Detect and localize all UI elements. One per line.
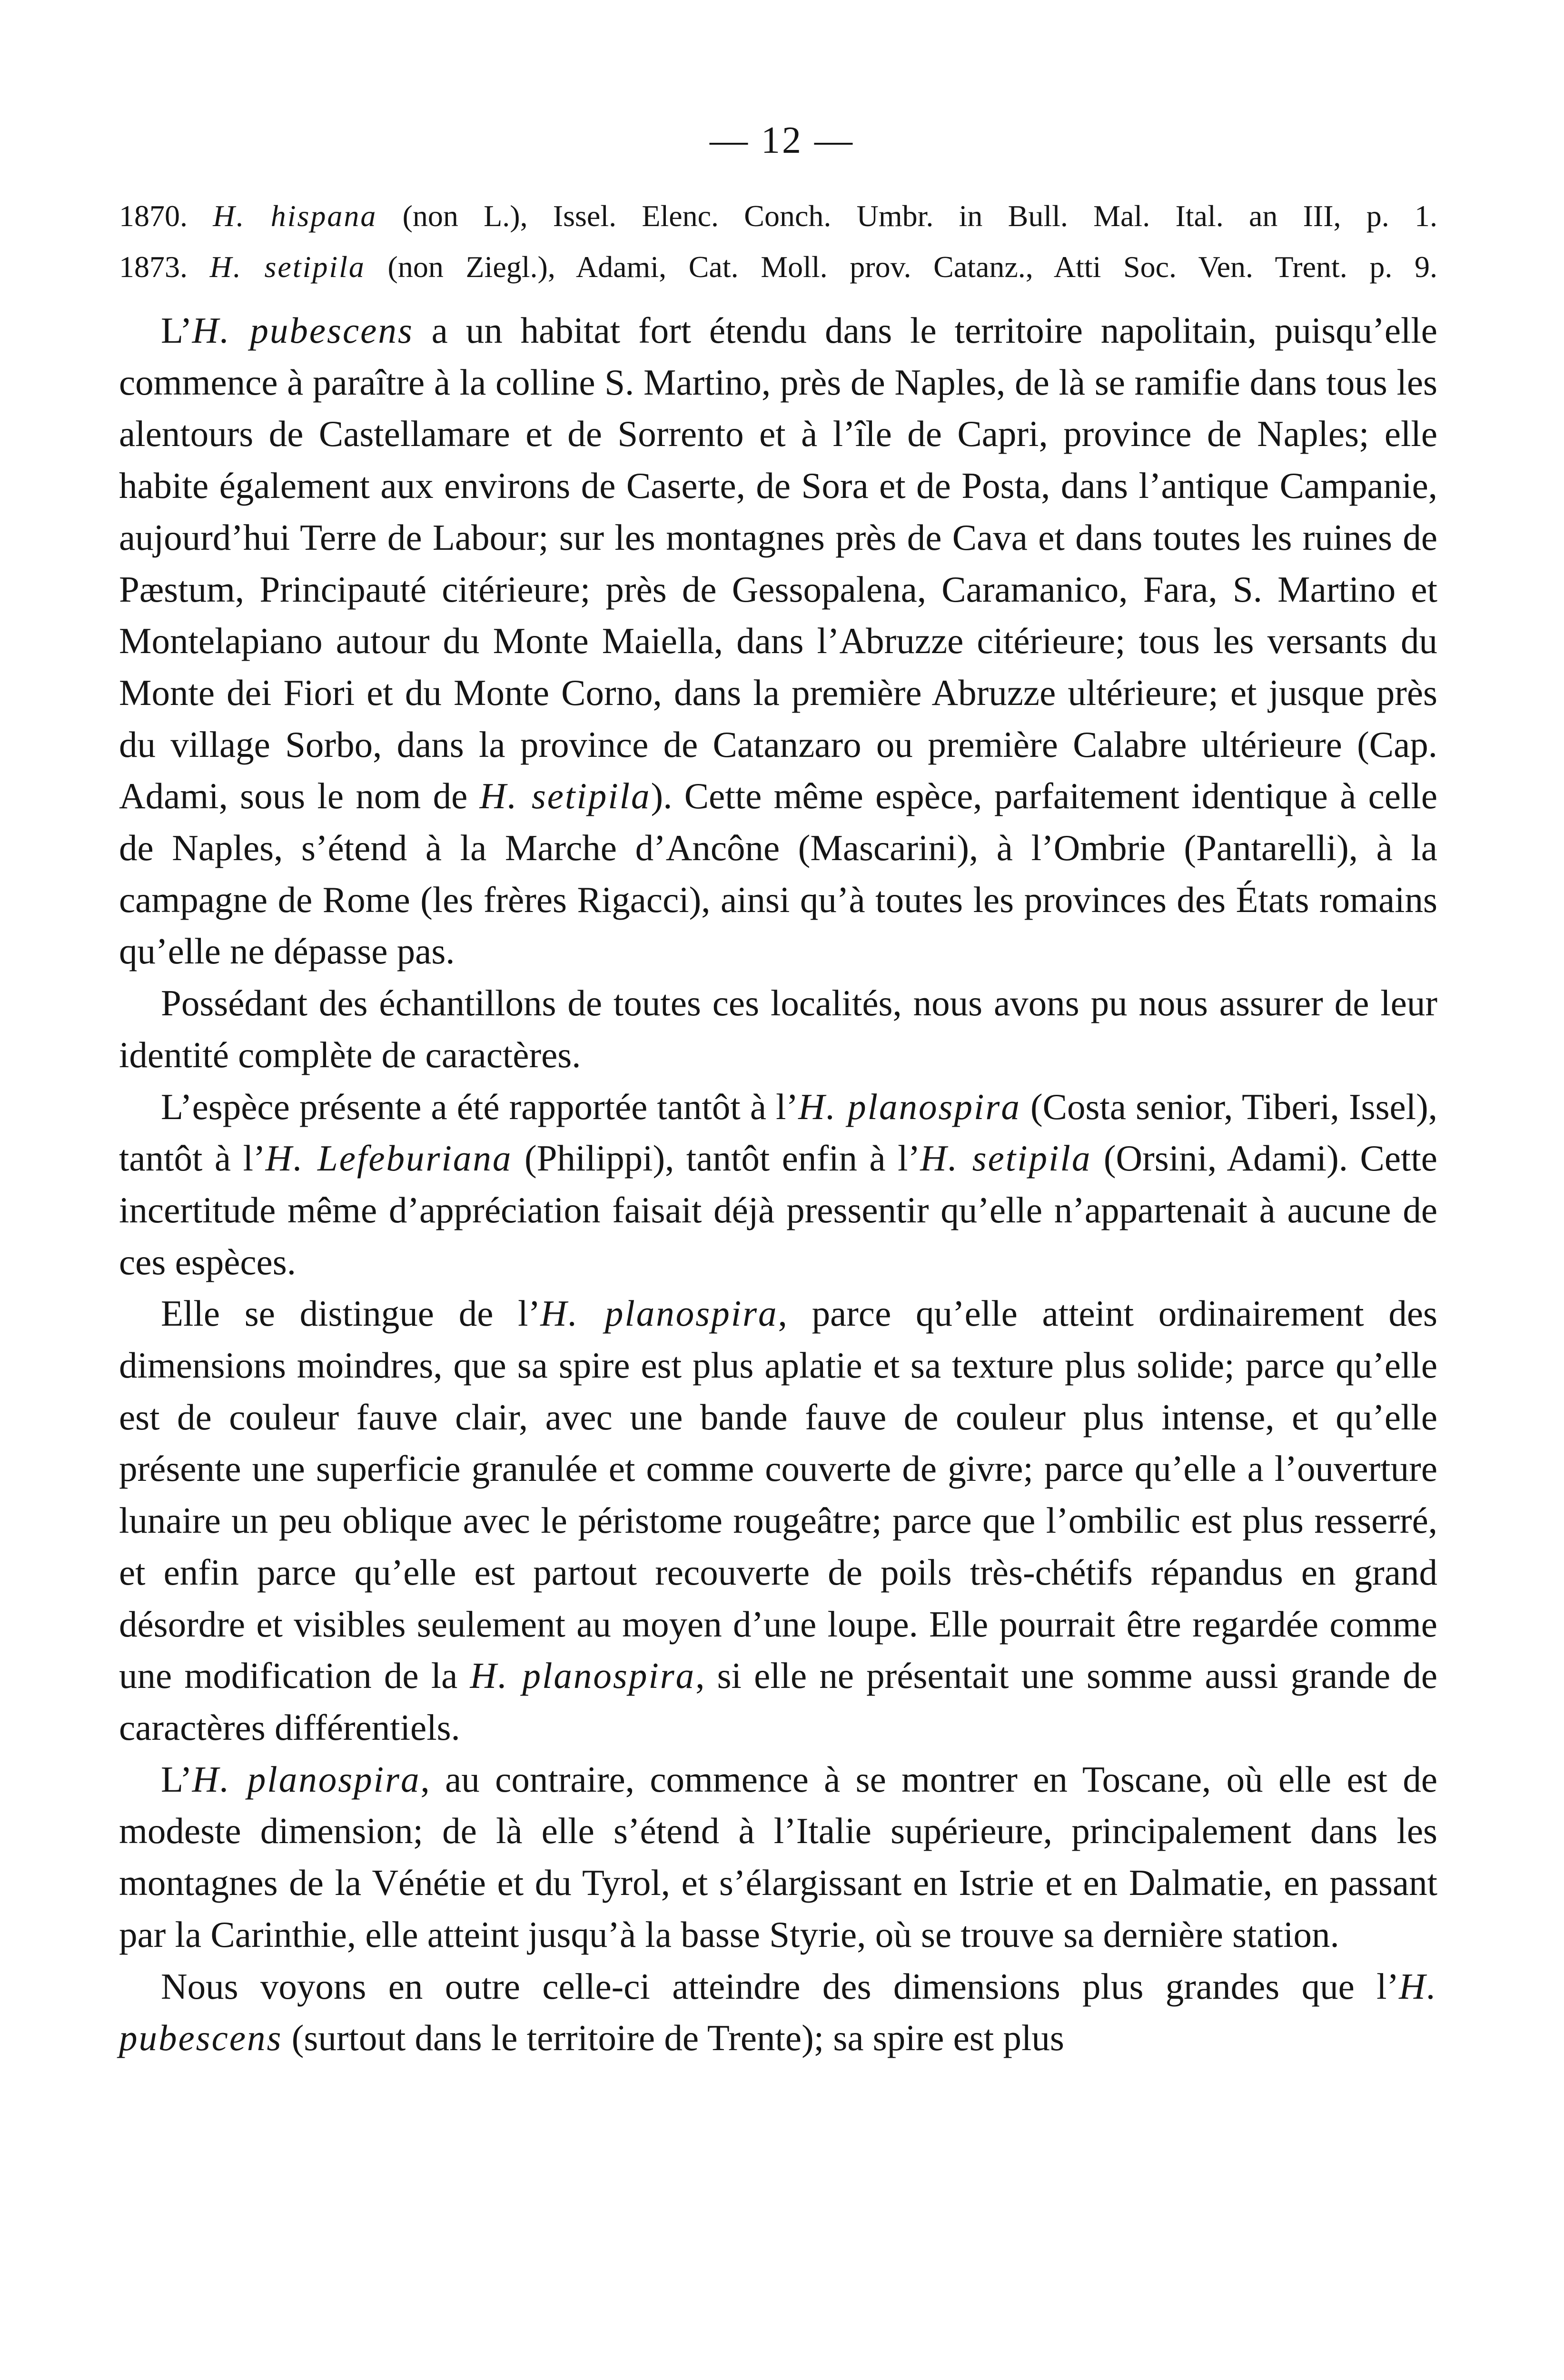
reference-year: 1873. [119, 250, 188, 284]
text-run: (Orsini, Adami). Cette incertitude même d’appréciation faisait déjà pressentir qu’elle n’appartenait à aucune de ces espèces. [119, 1138, 1437, 1282]
reference-line [119, 190, 1437, 241]
species-name: H. planospira [192, 1758, 421, 1800]
text-run: , si elle ne présentait une somme aussi grande de caractères différentiels. [119, 1655, 1437, 1748]
paragraph [119, 305, 1437, 977]
paragraph [119, 1081, 1437, 1288]
reference-citation: (non L.), Issel. Elenc. Conch. Umbr. in Bull. Mal. Ital. an III, p. 1. [402, 199, 1437, 233]
text-run: , au contraire, commence à se montrer en Toscane, où elle est de modeste dimension; de là elle s’étend à l’Italie supérieure, principalement dans les montagnes de la Vénétie et du Tyrol, et s’élargissant en Istrie et en Dalmatie, en passant par la Carinthie, elle atteint jusqu’à la basse Styrie, où se trouve sa dernière station. [119, 1758, 1437, 1955]
paragraph [119, 977, 1437, 1081]
species-name: H. setipila [920, 1138, 1092, 1179]
paragraph [119, 1754, 1437, 1961]
text-run: Possédant des échantillons de toutes ces localités, nous avons pu nous assurer de leur identité complète de caractères. [119, 982, 1437, 1075]
species-name: H. pubescens [119, 1965, 1437, 2059]
text-run: (Philippi), tantôt enfin à l’ [512, 1138, 921, 1179]
page-number: — 12 — [710, 119, 854, 161]
species-name: H. Lefeburiana [265, 1138, 513, 1179]
reference-line [119, 241, 1437, 292]
reference-genus: H. [209, 250, 242, 284]
text-run: , parce qu’elle atteint ordinairement des dimensions moindres, que sa spire est plus aplatie et sa texture plus solide; parce qu’elle est de couleur fauve clair, avec une bande fauve de couleur plus intense, et qu’elle présente une superficie granulée et comme couverte de givre; parce qu’elle a l’ouverture lunaire un peu oblique avec le péristome rougeâtre; parce que l’ombilic est plus resserré, et enfin parce qu’elle est partout recouverte de poils très-chétifs répandus en grand désordre et visibles seulement au moyen d’une loupe. Elle pourrait être regardée comme une modification de la [119, 1293, 1438, 1696]
reference-year: 1870. [119, 199, 188, 233]
text-run: ). Cette même espèce, parfaitement identique à celle de Naples, s’étend à la Marche d’Ancône (Mascarini), à l’Ombrie (Pantarelli), à la campagne de Rome (les frères Rigacci), ainsi qu’à toutes les provinces des États romains qu’elle ne dépasse pas. [119, 775, 1438, 972]
body-text [119, 305, 1437, 2064]
reference-citation: (non Ziegl.), Adami, Cat. Moll. prov. Catanz., Atti Soc. Ven. Trent. p. 9. [387, 250, 1438, 284]
species-name: H. setipila [479, 775, 651, 817]
text-run: a un habitat fort étendu dans le territoire napolitain, puisqu’elle commence à paraître à la colline S. Martino, près de Naples, de là se ramifie dans tous les alentours de Castellamare et de Sorrento et à l’île de Capri, province de Naples; elle habite également aux environs de Caserte, de Sora et de Posta, dans l’antique Campanie, aujourd’hui Terre de Labour; sur les montagnes près de Cava et dans toutes les ruines de Pæstum, Principauté citérieure; près de Gessopalena, Caramanico, Fara, S. Martino et Montelapiano autour du Monte Maiella, dans l’Abruzze citérieure; tous les versants du Monte dei Fiori et du Monte Corno, dans la première Abruzze ultérieure; et jusque près du village Sorbo, dans la province de Catanzaro ou première Calabre ultérieure (Cap. Adami, sous le nom de [119, 310, 1437, 817]
text-run: L’ [161, 1758, 192, 1800]
species-name: H. pubescens [192, 310, 414, 351]
species-name: H. planospira [540, 1293, 778, 1334]
reference-species: setipila [264, 250, 366, 284]
text-run: (surtout dans le territoire de Trente); sa spire est plus [282, 2017, 1064, 2059]
paragraph [119, 1961, 1437, 2064]
text-run: L’espèce présente a été rapportée tantôt à l’ [161, 1086, 799, 1127]
reference-genus: H. [213, 199, 246, 233]
reference-species: hispana [270, 199, 377, 233]
text-run: Nous voyons en outre celle-ci atteindre des dimensions plus grandes que l’ [161, 1965, 1399, 2007]
synonymy-references [119, 190, 1437, 292]
text-run: Elle se distingue de l’ [161, 1293, 541, 1334]
text-run: L’ [161, 310, 192, 351]
species-name: H. planospira [470, 1655, 696, 1696]
species-name: H. planospira [798, 1086, 1021, 1127]
text-run: (Costa senior, Tiberi, Issel), tantôt à l’ [119, 1086, 1437, 1179]
paragraph [119, 1288, 1437, 1753]
